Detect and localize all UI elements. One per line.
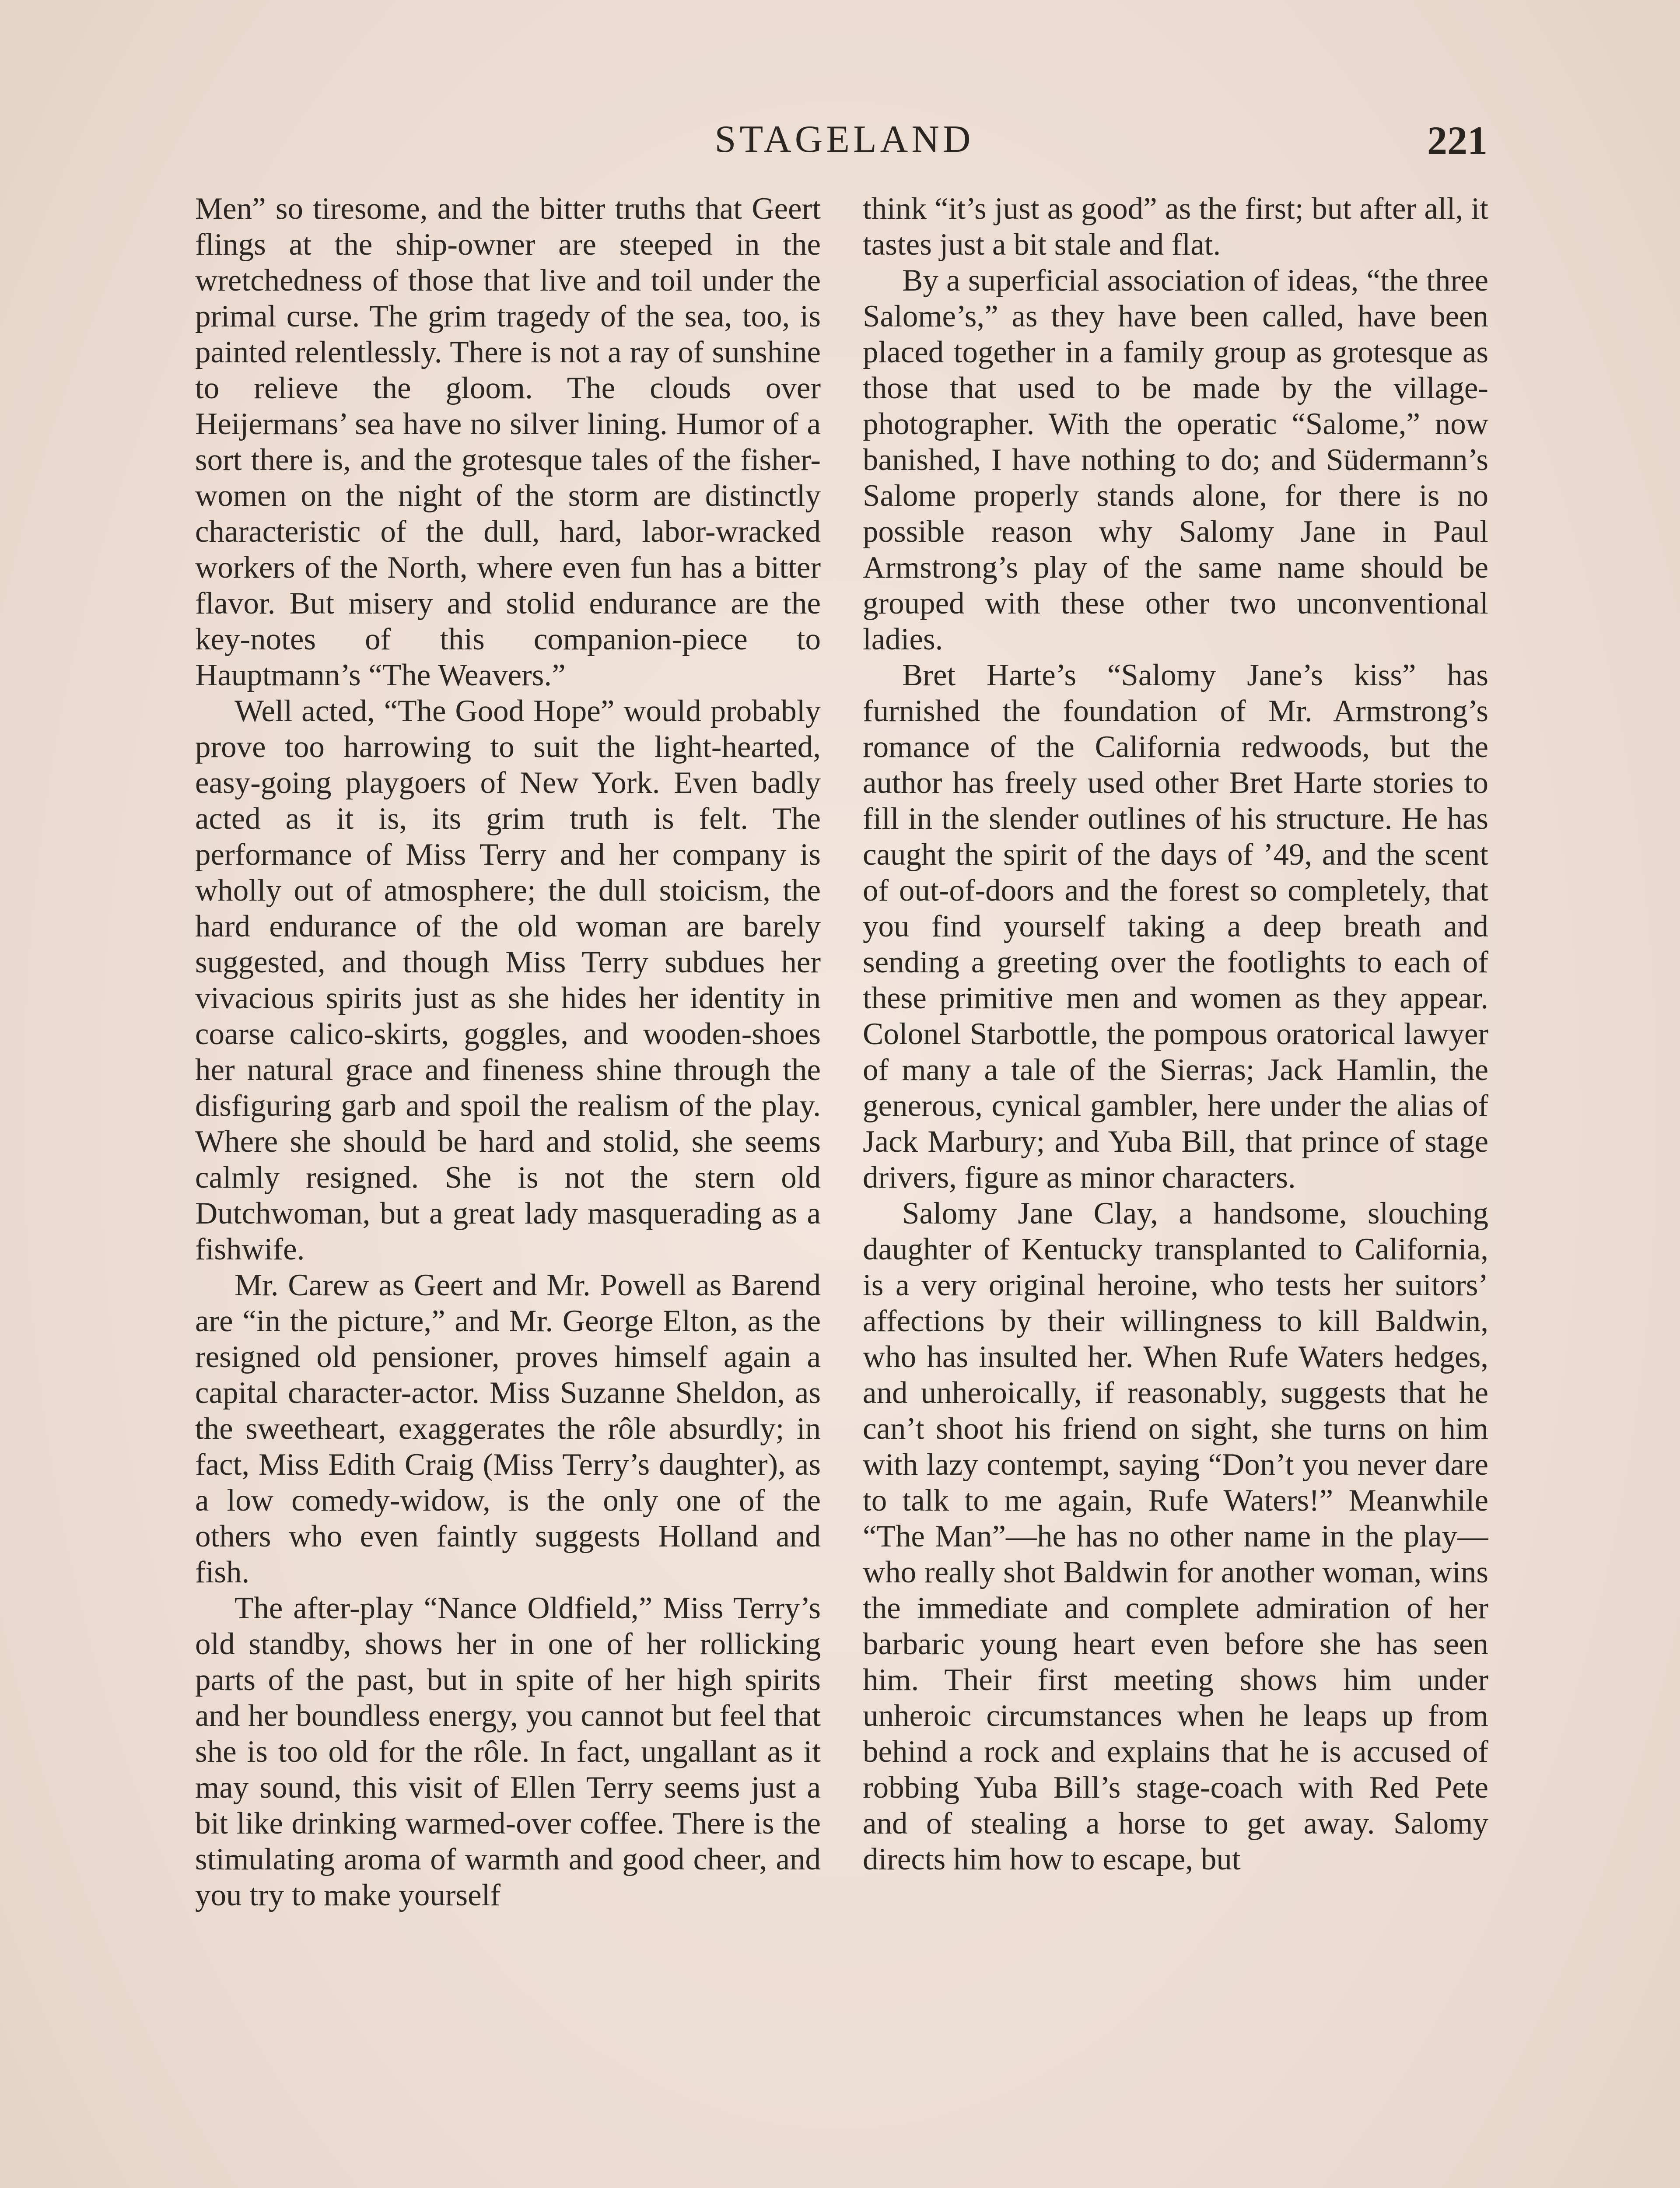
paragraph: Mr. Carew as Geert and Mr. Powell as Barend are “in the picture,” and Mr. George Elton, as the resigned old pensioner, proves himself again a capital character-actor. Miss Suzanne Sheldon, as the sweetheart, exaggerates the rôle absurdly; in fact, Miss Edith Craig (Miss Terry’s daughter), as a low comedy-widow, is the only one of the others who even faintly suggests Holland and fish. [195, 1268, 821, 1589]
paragraph: Salomy Jane Clay, a handsome, slouching daughter of Kentucky transplanted to California, is a very original heroine, who tests her suitors’ affections by their willingness to kill Baldwin, who has insulted her. When Rufe Waters hedges, and unheroically, if reasonably, suggests that he can’t shoot his friend on sight, she turns on him with lazy contempt, saying “Don’t you never dare to talk to me again, Rufe Waters!” Meanwhile “The Man”—he has no other name in the play—who really shot Baldwin for another woman, wins the immediate and complete admiration of her barbaric young heart even before she has seen him. Their first meeting shows him under unheroic circumstances when he leaps up from behind a rock and explains that he is accused of robbing Yuba Bill’s stage-coach with Red Pete and of stealing a horse to get away. Salomy directs him how to escape, but [863, 1196, 1488, 1876]
left-column [195, 191, 821, 2188]
page-number: 221 [1427, 118, 1488, 163]
right-column [863, 191, 1488, 2188]
paragraph: Bret Harte’s “Salomy Jane’s kiss” has furnished the foundation of Mr. Armstrong’s romance of the California redwoods, but the author has freely used other Bret Harte stories to fill in the slender outlines of his structure. He has caught the spirit of the days of ’49, and the scent of out-of-doors and the forest so completely, that you find yourself taking a deep breath and sending a greeting over the footlights to each of these primitive men and women as they appear. Colonel Starbottle, the pompous oratorical lawyer of many a tale of the Sierras; Jack Hamlin, the generous, cynical gambler, here under the alias of Jack Marbury; and Yuba Bill, that prince of stage drivers, figure as minor characters. [863, 658, 1488, 1195]
paragraph: By a superficial association of ideas, “the three Salome’s,” as they have been called, have been placed together in a family group as grotesque as those that used to be made by the village-photographer. With the operatic “Salome,” now banished, I have nothing to do; and Südermann’s Salome properly stands alone, for there is no possible reason why Salomy Jane in Paul Armstrong’s play of the same name should be grouped with these other two unconventional ladies. [863, 263, 1488, 656]
running-header-title: STAGELAND [714, 118, 974, 161]
paragraph: Men” so tiresome, and the bitter truths that Geert flings at the ship-owner are steeped in the wretchedness of those that live and toil under the primal curse. The grim tragedy of the sea, too, is painted relentlessly. There is not a ray of sunshine to relieve the gloom. The clouds over Heijermans’ sea have no silver lining. Humor of a sort there is, and the grotesque tales of the fisher-women on the night of the storm are distinctly characteristic of the dull, hard, labor-wracked workers of the North, where even fun has a bitter flavor. But misery and stolid endurance are the key-notes of this companion-piece to Hauptmann’s “The Weavers.” [195, 192, 821, 692]
paragraph: The after-play “Nance Oldfield,” Miss Terry’s old standby, shows her in one of her rollicking parts of the past, but in spite of her high spirits and her boundless energy, you cannot but feel that she is too old for the rôle. In fact, ungallant as it may sound, this visit of Ellen Terry seems just a bit like drinking warmed-over coffee. There is the stimulating aroma of warmth and good cheer, and you try to make yourself [195, 1591, 821, 1912]
paragraph: think “it’s just as good” as the first; but after all, it tastes just a bit stale and flat. [863, 192, 1488, 262]
paragraph: Well acted, “The Good Hope” would probably prove too harrowing to suit the light-hearted, easy-going playgoers of New York. Even badly acted as it is, its grim truth is felt. The performance of Miss Terry and her company is wholly out of atmosphere; the dull stoicism, the hard endurance of the old woman are barely suggested, and though Miss Terry subdues her vivacious spirits just as she hides her identity in coarse calico-skirts, goggles, and wooden-shoes her natural grace and fineness shine through the disfiguring garb and spoil the realism of the play. Where she should be hard and stolid, she seems calmly resigned. She is not the stern old Dutchwoman, but a great lady masquerading as a fishwife. [195, 694, 821, 1266]
